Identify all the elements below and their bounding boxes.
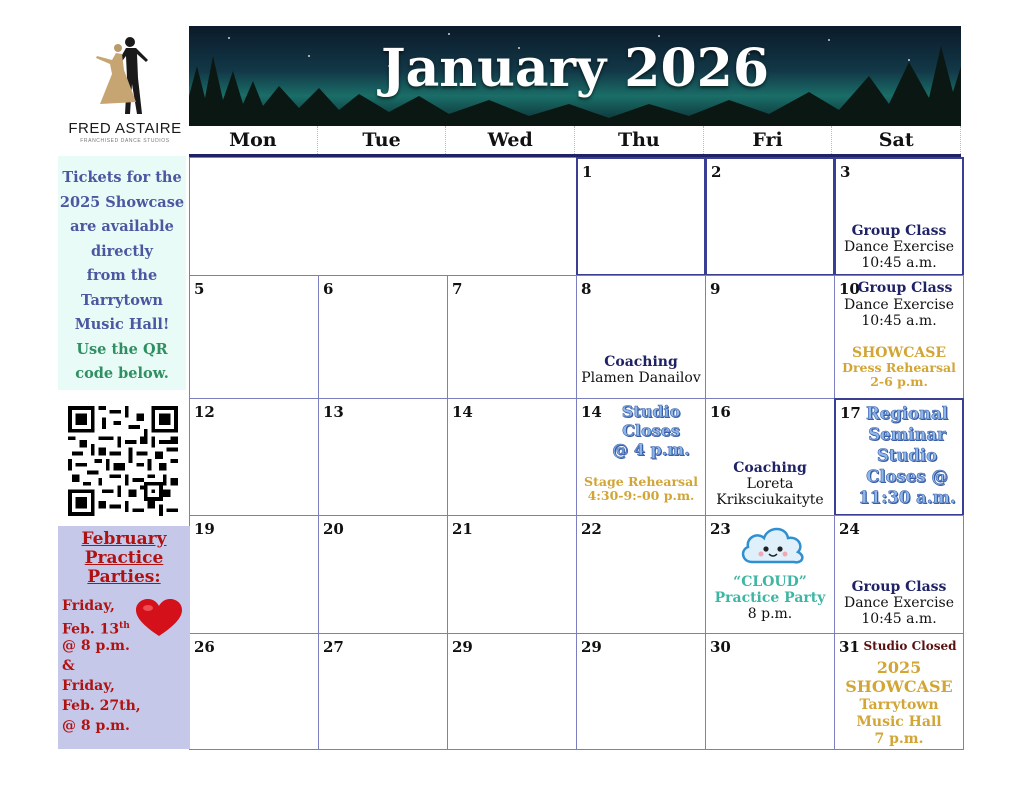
showcase-label: SHOWCASE <box>851 345 947 361</box>
tickets-line: Tarrytown <box>81 291 163 309</box>
regional-line: Seminar <box>868 425 946 444</box>
feb-line: & <box>62 658 75 674</box>
day-number: 24 <box>839 520 860 538</box>
day-number: 27 <box>323 638 344 656</box>
day-number: 14 <box>452 403 473 421</box>
feb-line: @ 8 p.m. <box>62 638 130 654</box>
group-class-label: Group Class <box>851 579 947 595</box>
day-number: 7 <box>452 280 463 298</box>
heart-icon <box>134 598 184 638</box>
day-number: 9 <box>710 280 721 298</box>
day-cell-29-thu <box>576 633 706 750</box>
studio-closes-line: @ 4 p.m. <box>612 440 690 459</box>
day-number: 6 <box>323 280 334 298</box>
day-number: 16 <box>710 403 731 421</box>
brand-name: FRED ASTAIRE <box>68 120 182 137</box>
event-time: 10:45 a.m. <box>861 255 937 272</box>
brand-tagline: FRANCHISED DANCE STUDIOS <box>80 138 170 144</box>
day-number: 29 <box>452 638 473 656</box>
tickets-line: directly <box>91 242 153 260</box>
feb-line: Friday, <box>62 678 115 694</box>
day-cell-8 <box>576 275 706 399</box>
month-banner <box>189 26 961 126</box>
day-cell-17 <box>834 398 964 516</box>
day-number: 14 <box>581 403 602 421</box>
feb-line: Feb. 13 <box>62 621 120 638</box>
day-cell-6 <box>318 275 448 399</box>
february-parties-box <box>58 526 190 749</box>
day-cell-10 <box>834 275 964 399</box>
day-number: 21 <box>452 520 473 538</box>
coach-name: Plamen Danailov <box>581 370 701 387</box>
day-cell-3 <box>834 157 964 276</box>
day-cell-31 <box>834 633 964 750</box>
day-cell-14 <box>447 398 577 516</box>
day-number: 2 <box>711 163 722 181</box>
day-cell-23 <box>705 515 835 634</box>
weekday-mon: Mon <box>189 126 318 154</box>
day-cell-14-thu <box>576 398 706 516</box>
studio-closes-line: Closes <box>622 421 680 440</box>
weekday-tue: Tue <box>318 126 447 154</box>
tickets-line: 2025 Showcase <box>59 193 185 211</box>
practice-party-label: Practice Party <box>714 590 826 607</box>
stage-rehearsal-label: Stage Rehearsal <box>584 474 698 489</box>
weekday-header <box>189 126 961 157</box>
regional-line: Studio <box>876 446 938 465</box>
day-number: 17 <box>840 404 861 422</box>
showcase-title: SHOWCASE <box>845 677 953 696</box>
day-cell-5 <box>189 275 319 399</box>
event-time: 10:45 a.m. <box>861 313 937 330</box>
feb-line: Feb. 27th, <box>62 698 141 714</box>
weekday-thu: Thu <box>575 126 704 154</box>
weekday-sat: Sat <box>832 126 961 154</box>
tickets-notice <box>58 156 186 390</box>
coach-name: Loreta <box>746 476 794 493</box>
regional-line: Regional <box>866 404 948 423</box>
feb-superscript: th <box>119 621 130 631</box>
showcase-year: 2025 <box>876 658 922 677</box>
dress-rehearsal-label: Dress Rehearsal <box>842 360 956 376</box>
event-time: 10:45 a.m. <box>861 611 937 628</box>
day-cell-2 <box>705 157 835 276</box>
venue-line: Tarrytown <box>859 697 939 713</box>
day-cell-21 <box>447 515 577 634</box>
weekday-wed: Wed <box>446 126 575 154</box>
day-cell-26 <box>189 633 319 750</box>
event-name: Dance Exercise <box>843 297 955 313</box>
event-name: Dance Exercise <box>843 239 955 256</box>
day-cell-16 <box>705 398 835 516</box>
qr-code-icon[interactable] <box>68 406 178 516</box>
studio-closed-label: Studio Closed <box>863 639 957 653</box>
coaching-label: Coaching <box>733 460 807 476</box>
tickets-line: Tickets for the <box>62 169 182 186</box>
group-class-label: Group Class <box>851 223 947 239</box>
cloud-party-title: “CLOUD” <box>733 574 807 590</box>
showcase-time: 7 p.m. <box>874 731 924 747</box>
fred-astaire-logo <box>62 34 188 148</box>
coach-surname: Kriksciukaityte <box>716 492 824 509</box>
day-number: 30 <box>710 638 731 656</box>
day-number: 1 <box>582 163 593 181</box>
day-number: 31 <box>839 638 860 656</box>
day-number: 3 <box>840 163 851 181</box>
day-cell-1 <box>576 157 706 276</box>
month-title: January 2026 <box>380 38 770 99</box>
day-cell-12 <box>189 398 319 516</box>
day-number: 8 <box>581 280 592 298</box>
day-cell-30 <box>705 633 835 750</box>
party-time: 8 p.m. <box>747 606 793 623</box>
day-cell-empty <box>189 157 577 276</box>
day-number: 22 <box>581 520 602 538</box>
day-cell-13 <box>318 398 448 516</box>
day-cell-20 <box>318 515 448 634</box>
day-number: 13 <box>323 403 344 421</box>
day-cell-19 <box>189 515 319 634</box>
day-cell-7 <box>447 275 577 399</box>
dress-rehearsal-time: 2-6 p.m. <box>870 374 928 390</box>
group-class-label: Group Class <box>857 280 953 296</box>
day-number: 29 <box>581 638 602 656</box>
coaching-label: Coaching <box>604 354 678 370</box>
day-cell-22 <box>576 515 706 634</box>
tickets-line: Music Hall! <box>74 316 170 333</box>
day-number: 5 <box>194 280 205 298</box>
feb-heading-line: February <box>81 529 167 549</box>
cloud-icon <box>738 522 808 568</box>
regional-line: 11:30 a.m. <box>858 488 956 507</box>
tickets-line: from the <box>86 267 158 284</box>
event-name: Dance Exercise <box>843 595 955 612</box>
day-cell-9 <box>705 275 835 399</box>
feb-heading-line: Practice <box>84 548 164 568</box>
day-number: 20 <box>323 520 344 538</box>
weekday-fri: Fri <box>704 126 833 154</box>
feb-line: @ 8 p.m. <box>62 718 130 734</box>
day-cell-24 <box>834 515 964 634</box>
day-number: 12 <box>194 403 215 421</box>
day-cell-29-wed <box>447 633 577 750</box>
day-cell-27 <box>318 633 448 750</box>
tickets-line: are available <box>70 218 174 235</box>
feb-line: Friday, <box>62 598 115 614</box>
day-number: 10 <box>839 280 860 298</box>
stage-rehearsal-time: 4:30-9:-00 p.m. <box>587 488 695 504</box>
qr-instruction-line: Use the QR <box>76 340 168 358</box>
day-number: 19 <box>194 520 215 538</box>
day-number: 23 <box>710 520 731 538</box>
qr-instruction-line: code below. <box>75 365 169 382</box>
day-number: 26 <box>194 638 215 656</box>
venue-line: Music Hall <box>856 714 942 730</box>
feb-heading-line: Parties: <box>87 567 161 587</box>
regional-line: Closes @ <box>866 467 948 486</box>
studio-closes-line: Studio <box>621 402 681 421</box>
dancers-logo-icon <box>90 34 162 118</box>
